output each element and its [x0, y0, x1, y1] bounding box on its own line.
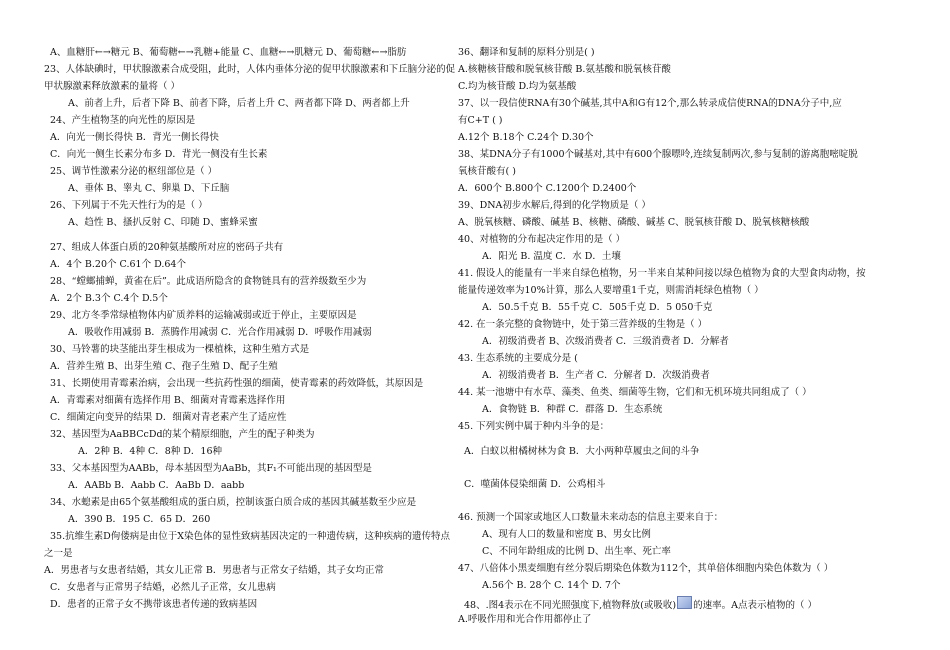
left-text-line: A．向光一侧长得快 B．背光一侧长得快	[50, 132, 219, 143]
right-text-line: C．噬菌体侵染细菌 D．公鸡相斗	[464, 479, 606, 490]
left-text-line: 31、长期使用青霉素治病，会出现一些抗药性强的细菌，使青霉素的药效降低，其原因是	[50, 378, 424, 389]
right-text-line: 46. 预测一个国家或地区人口数量未来动态的信息主要来自于：	[458, 512, 724, 523]
right-text-line: 39、DNA初步水解后,得到的化学物质是（ ）	[458, 200, 651, 211]
right-text-line	[458, 596, 908, 609]
right-text-line: 38、某DNA分子有1000个碱基对,其中有600个腺嘌呤,连续复制两次,参与复制的游离胞嘧啶脱	[458, 149, 858, 160]
left-text-line: A．2个 B.3个 C.4个 D.5个	[50, 293, 168, 304]
left-text-line: 27、组成人体蛋白质的20种氨基酸所对应的密码子共有	[50, 242, 284, 253]
left-column	[44, 46, 456, 615]
right-text-line: A、脱氧核糖、磷酸、碱基 B、核糖、磷酸、碱基 C、脱氧核苷酸 D、脱氧核糖核酸	[458, 217, 810, 228]
right-text-line: 44. 某一池塘中有水草、藻类、鱼类、细菌等生物，它们和无机环境共同组成了（ ）	[458, 387, 812, 398]
left-text-line: 之一是	[44, 548, 73, 559]
right-text-line: C.均为核苷酸 D.均为氨基酸	[458, 81, 577, 92]
left-text-line: 35.抗维生素D佝偻病是由位于X染色体的显性致病基因决定的一种遗传病，这种疾病的遗传特点	[50, 531, 450, 542]
right-text-line: A.核糖核苷酸和脱氧核苷酸 B.氨基酸和脱氧核苷酸	[458, 64, 671, 75]
left-text-line: C．向光一侧生长素分布多 D．背光一侧没有生长素	[50, 149, 268, 160]
question-text: 的速率。A点表示植物的（ ）	[693, 600, 817, 611]
left-text-line: A、血糖肝←→糖元 B、葡萄糖←→乳糖+能量 C、血糖←→肌糖元 D、葡萄糖←→脂肪	[50, 47, 407, 58]
right-text-line: A．600个 B.800个 C.1200个 D.2400个	[458, 183, 637, 194]
left-text-line: D．患者的正常子女不携带该患者传递的致病基因	[50, 599, 258, 610]
right-text-line: A．初级消费者 B、次级消费者 C．三级消费者 D．分解者	[482, 336, 729, 347]
left-text-line: 30、马铃薯的块茎能出芽生根成为一棵植株，这种生殖方式是	[50, 344, 310, 355]
left-text-line: 34、水螅素是由65个氨基酸组成的蛋白质，控制该蛋白质合成的基因其碱基数至少应是	[50, 497, 417, 508]
left-text-line: A．AABb B．Aabb C．AaBb D．aabb	[68, 480, 245, 491]
question-text: 48、.图4表示在不同光照强度下,植物释放(或吸收)	[464, 600, 677, 611]
right-text-line: 有C+T ( )	[458, 115, 503, 126]
left-text-line: A．2种 B．4种 C．8种 D．16种	[78, 446, 223, 457]
left-text-line: A．男患者与女患者结婚，其女儿正常 B．男患者与正常女子结婚，其子女均正常	[44, 565, 384, 576]
right-text-line: 40、对植物的分布起决定作用的是（ ）	[458, 234, 626, 245]
right-text-line: A．食物链 B．种群 C．群落 D．生态系统	[482, 404, 663, 415]
left-text-line: A、前者上升，后者下降 B、前者下降，后者上升 C、两者都下降 D、两者都上升	[68, 98, 410, 109]
right-text-line: 45. 下列实例中属于种内斗争的是：	[458, 421, 610, 432]
right-text-line: 47、八倍体小黑麦细胞有丝分裂后期染色体数为112个，其单倍体细胞内染色体数为（ ）	[458, 563, 834, 574]
left-text-line: 26、下列属于不先天性行为的是（ ）	[50, 200, 208, 211]
left-text-line: 32、基因型为AaBBCcDd的某个精原细胞，产生的配子种类为	[50, 429, 315, 440]
left-text-line: A．4个 B.20个 C.61个 D.64个	[50, 259, 186, 270]
right-column	[458, 46, 908, 630]
left-text-line: 33、父本基因型为AABb，母本基因型为AaBb，其F₁不可能出现的基因型是	[50, 463, 372, 474]
right-text-line: 42. 在一条完整的食物链中，处于第三营养级的生物是（ ）	[458, 319, 708, 330]
left-text-line: 甲状腺激素释放激素的量将（ ）	[44, 81, 181, 92]
left-text-line: A．390 B．195 C．65 D．260	[68, 514, 211, 525]
right-text-line: 43. 生态系统的主要成分是 (	[458, 353, 578, 364]
right-text-line: 氧核苷酸有( )	[458, 166, 516, 177]
right-text-line: A.呼吸作用和光合作用都停止了	[458, 614, 592, 625]
left-text-line: A．青霉素对细菌有选择作用 B、细菌对青霉素选择作用	[50, 395, 286, 406]
right-text-line: 36、翻译和复制的原料分别是( )	[458, 47, 595, 58]
embedded-image-icon	[677, 596, 692, 609]
right-text-line: C、不同年龄组成的比例 D、出生率、死亡率	[482, 546, 671, 557]
left-text-line: 28、“螳螂捕蝉，黄雀在后”。此成语所隐含的食物链具有的营养级数至少为	[50, 276, 367, 287]
right-text-line: A．阳光 B. 温度 C．水 D．土壤	[482, 251, 621, 262]
left-text-line: A．营养生殖 B、出芽生殖 C、孢子生殖 D、配子生殖	[50, 361, 278, 372]
left-text-line: A、趋性 B、搔扒反射 C、印随 D、蜜蜂采蜜	[68, 217, 258, 228]
right-text-line: A、现有人口的数量和密度 B、男女比例	[482, 529, 651, 540]
left-text-line: 29、北方冬季常绿植物体内矿质养料的运输减弱或近于停止，主要原因是	[50, 310, 357, 321]
right-text-line: A.56个 B. 28个 C. 14个 D. 7个	[482, 580, 621, 591]
left-text-line: C．细菌定向变异的结果 D．细菌对青老素产生了适应性	[50, 412, 287, 423]
left-text-line: 23、人体缺碘时，甲状腺激素合成受阻，此时，人体内垂体分泌的促甲状腺激素和下丘脑分泌的促	[44, 64, 456, 75]
left-text-line: 24、产生植物茎的向光性的原因是	[50, 115, 196, 126]
left-text-line: C．女患者与正常男子结婚，必然儿子正常，女儿患病	[50, 582, 276, 593]
right-text-line: 37、以一段信使RNA有30个碱基,其中A和G有12个,那么转录成信使RNA的DNA分子中,应	[458, 98, 842, 109]
right-text-line: 41. 假设人的能量有一半来自绿色植物，另一半来自某种问接以绿色植物为食的大型食肉动物，按	[458, 268, 866, 279]
right-text-line: A．初级消费者 B．生产者 C．分解者 D．次级消费者	[482, 370, 710, 381]
right-text-line: A．白蚁以柑橘树林为食 B．大小两种草履虫之间的斗争	[464, 446, 700, 457]
left-text-line: 25、调节性激素分泌的枢纽部位是（ ）	[50, 166, 218, 177]
right-text-line: A.12个 B.18个 C.24个 D.30个	[458, 132, 594, 143]
right-text-line: 能量传递效率为10%计算，那么人要增重1千克，则需消耗绿色植物（ ）	[458, 285, 764, 296]
right-text-line: A．50.5千克 B．55千克 C．505千克 D．5 050千克	[482, 302, 713, 313]
left-text-line: A、垂体 B、睾丸 C、卵巢 D、下丘脑	[68, 183, 230, 194]
left-text-line: A．吸收作用减弱 B．蒸腾作用减弱 C．光合作用减弱 D．呼吸作用减弱	[68, 327, 372, 338]
